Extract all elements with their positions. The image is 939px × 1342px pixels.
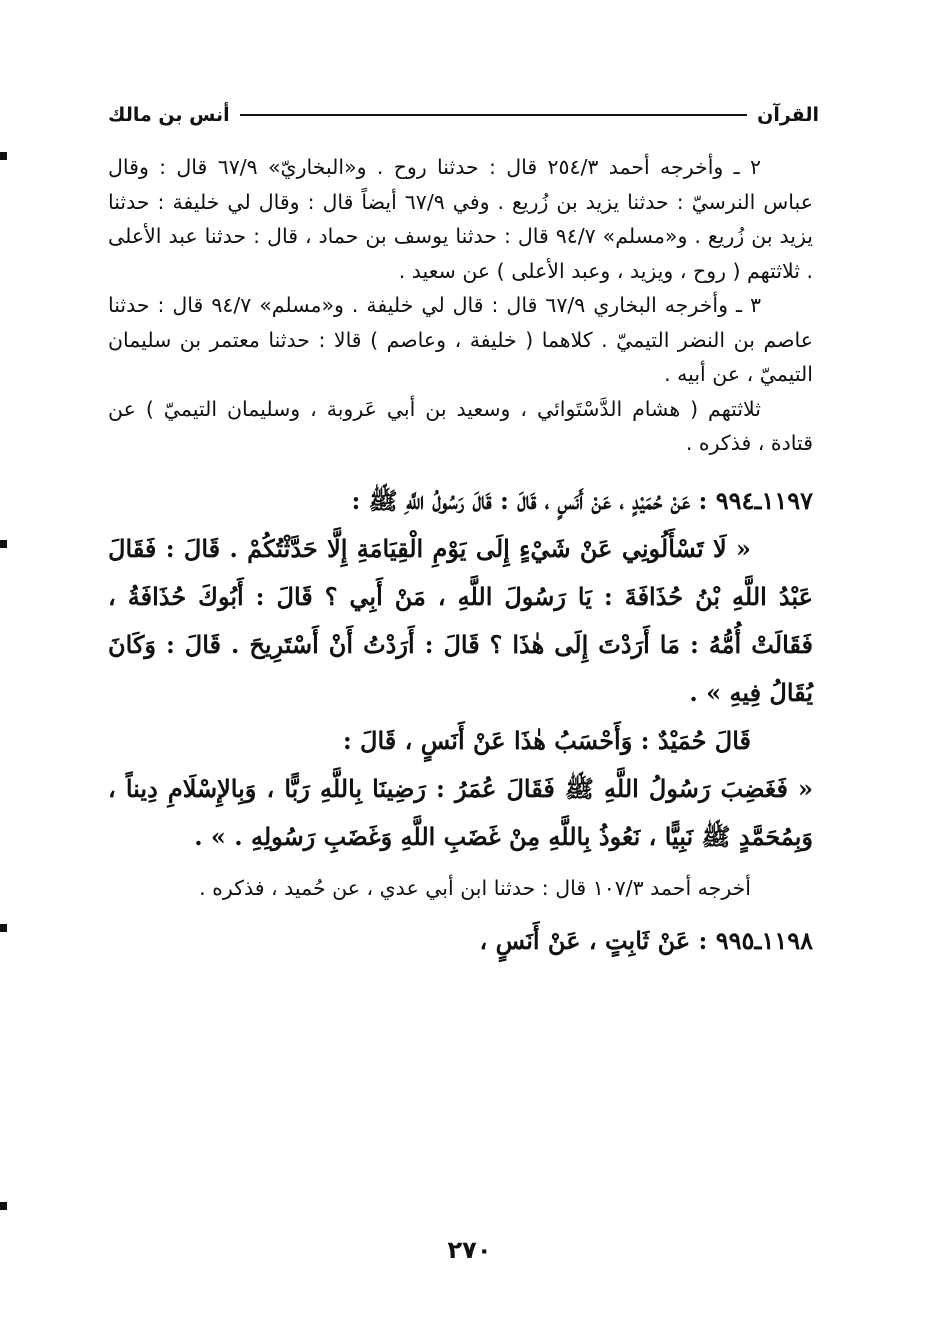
scan-edge-mark bbox=[0, 152, 7, 160]
text-line: قال : وقال عباس النرسيّ : حدثنا يزيد بن زُريع . وفي ٦٧/٩ أيضاً قال : bbox=[108, 155, 813, 214]
running-header bbox=[108, 98, 819, 132]
header-left-title: أنس بن مالك bbox=[108, 104, 230, 126]
hadith-1197-humaid bbox=[108, 717, 813, 765]
hadith-line: « لَا تَسْأَلُونِي عَنْ شَيْءٍ إِلَى يَوْمِ الْقِيَامَةِ إِلَّا حَدَّثْتُكُمْ . قَالَ : bbox=[165, 533, 751, 563]
hadith-line: اللَّهِ ﷺ : bbox=[351, 485, 424, 515]
text-line: الأعلى ) عن سعيد . bbox=[398, 258, 565, 283]
text-line: وقال لي خليفة : حدثنا يزيد بن زُريع . و«مسلم» ٩٤/٧ قال : حدثنا bbox=[108, 189, 813, 248]
hadith-1197 bbox=[108, 477, 813, 525]
scan-edge-mark bbox=[0, 924, 7, 932]
text-line: عن قتادة ، فذكره . bbox=[108, 396, 813, 455]
hadith-1197-text bbox=[108, 525, 813, 717]
scan-edge-mark bbox=[0, 540, 7, 548]
text-line: ٢ ـ وأخرجه أحمد ٢٥٤/٣ قال : حدثنا روح . و«البخاريّ» ٦٧/٩ bbox=[217, 155, 761, 179]
text-line: ثلاثتهم ( هشام الدَّسْتَوائي ، وسعيد بن أبي عَروبة ، وسليمان التيميّ ) bbox=[145, 396, 761, 421]
hadith-1197-continuation bbox=[108, 765, 813, 861]
hadith-line: رَسُولِهِ . » . bbox=[194, 821, 316, 851]
hadith-line: فَقَالَ عَبْدُ اللَّهِ بْنُ حُذَافَةَ : يَا رَسُولَ اللَّهِ ، مَنْ أَبِي ؟ قَالَ : أَبُوكَ bbox=[108, 533, 813, 611]
hadith-line: قَالَ : وَكَانَ يُقَالُ فِيهِ » . bbox=[108, 629, 813, 707]
header-right-title: القرآن bbox=[757, 104, 819, 126]
footnote-2 bbox=[108, 150, 813, 288]
header-rule bbox=[240, 114, 747, 116]
footnote-summary bbox=[108, 392, 813, 461]
page-body bbox=[108, 150, 813, 965]
text-line: ٣ ـ وأخرجه البخاري ٦٧/٩ قال : قال لي خليفة . و«مسلم» ٩٤/٧ bbox=[211, 293, 761, 317]
hadith-line: ١١٩٧ـ٩٩٤ : عَنْ حُمَيْدٍ ، عَنْ أَنَسٍ ، قَالَ : قَالَ رَسُولُ bbox=[432, 485, 813, 515]
hadith-1198: ١١٩٨ـ٩٩٥ : عَنْ ثَابِتٍ ، عَنْ أَنَسٍ ، bbox=[479, 925, 813, 955]
hadith-line: « فَغَضِبَ رَسُولُ اللَّهِ ﷺ فَقَالَ عُمَرُ : رَضِينَا بِاللَّهِ رَبًّا ، bbox=[266, 773, 814, 803]
text-line: معتمر بن سليمان التيميّ ، عن أبيه . bbox=[108, 327, 813, 386]
footnote-3 bbox=[108, 288, 813, 392]
hadith-line: وَبِالإِسْلَامِ دِيناً ، وَبِمُحَمَّدٍ ﷺ نَبِيًّا ، نَعُوذُ بِاللَّهِ مِنْ غَضَبِ اللَّهِ وَغَضَبِ bbox=[108, 773, 813, 851]
scan-edge-mark bbox=[0, 1202, 7, 1210]
text-line: يوسف بن حماد ، قال : حدثنا عبد الأعلى . ثلاثتهم ( روح ، ويزيد ، وعبد bbox=[108, 224, 813, 283]
hadith-line: حُذَافَةُ ، فَقَالَتْ أُمُّهُ : مَا أَرَدْتَ إِلَى هٰذَا ؟ قَالَ : أَرَدْتُ أَنْ أَسْتَرِيحَ . bbox=[108, 581, 813, 659]
hadith-line: قَالَ حُمَيْدٌ : وَأَحْسَبُ هٰذَا عَنْ أَنَسٍ ، قَالَ : bbox=[342, 725, 751, 755]
page-number: ٢٧٠ bbox=[447, 1236, 492, 1264]
hadith-reference: أخرجه أحمد ١٠٧/٣ قال : حدثنا ابن أبي عدي ، عن حُميد ، فذكره . bbox=[199, 875, 751, 900]
text-line: قال : حدثنا عاصم بن النضر التيميّ . كلاهما ( خليفة ، وعاصم ) قالا : حدثنا bbox=[108, 293, 813, 352]
